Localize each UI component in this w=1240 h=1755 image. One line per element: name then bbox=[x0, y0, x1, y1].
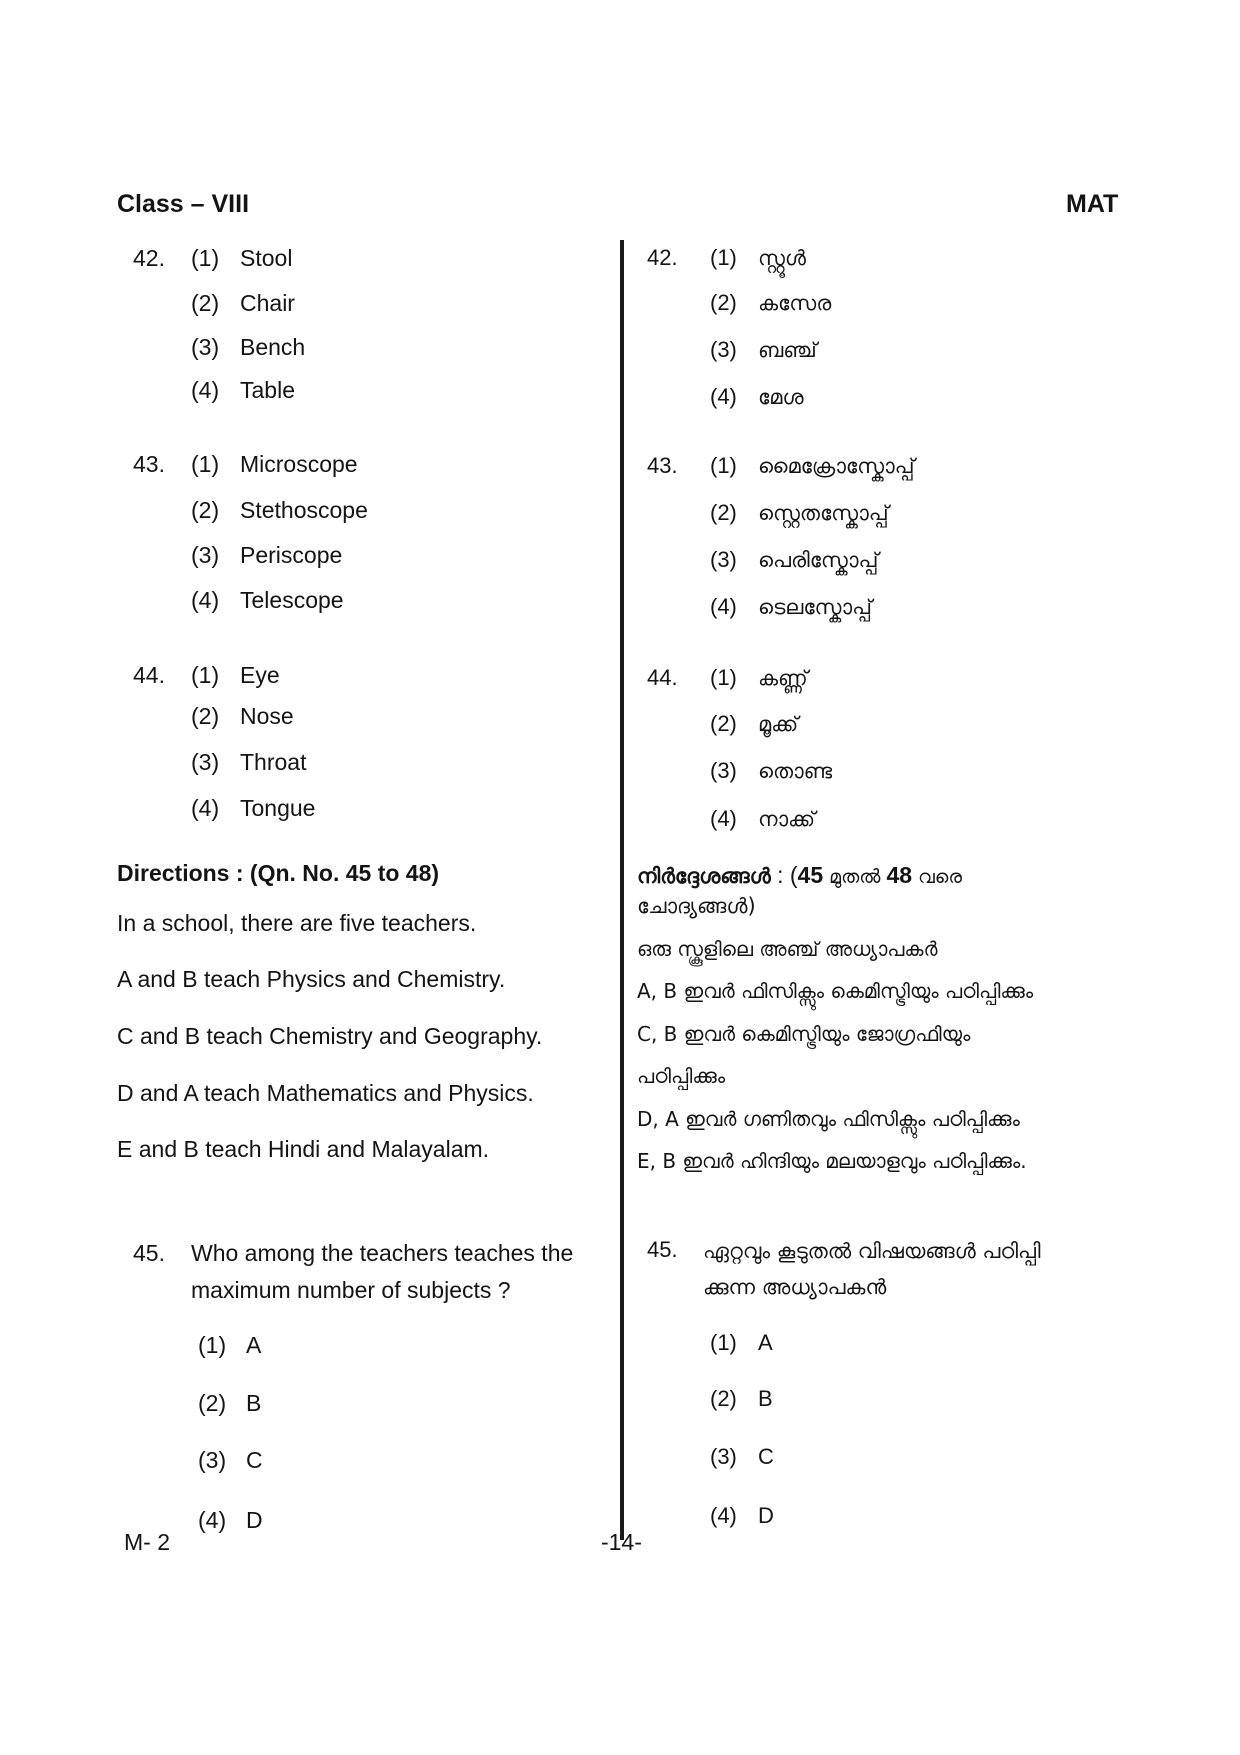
directions-line: E, B ഇവർ ഹിന്ദിയും മലയാളവും പഠിപ്പിക്കും. bbox=[637, 1149, 1027, 1173]
option-label: (4) bbox=[710, 594, 737, 619]
option-text: D bbox=[246, 1507, 263, 1533]
directions-heading: Directions : (Qn. No. 45 to 48) bbox=[117, 860, 440, 886]
question-text: ഏറ്റവും കൂടുതൽ വിഷയങ്ങൾ പഠിപ്പി bbox=[703, 1239, 1041, 1263]
option-label: (1) bbox=[191, 662, 220, 688]
option-label: (1) bbox=[710, 1330, 737, 1355]
option-label: (3) bbox=[191, 334, 220, 360]
option-label: (1) bbox=[710, 453, 737, 478]
question-number: 45. bbox=[647, 1237, 678, 1262]
directions-line: D and A teach Mathematics and Physics. bbox=[117, 1080, 534, 1106]
option-text: Eye bbox=[240, 662, 280, 688]
option-text: Chair bbox=[240, 290, 295, 316]
option-text: Telescope bbox=[240, 587, 344, 613]
option-text: Periscope bbox=[240, 542, 343, 568]
option-label: (3) bbox=[710, 547, 737, 572]
option-text: സ്റ്റെതസ്കോപ്പ് bbox=[758, 501, 889, 525]
option-label: (4) bbox=[191, 377, 220, 403]
directions-heading-to: 48 bbox=[886, 862, 913, 888]
directions-heading-sep: : ( bbox=[770, 862, 798, 888]
question-number: 45. bbox=[133, 1240, 165, 1266]
directions-heading-word: നിർദ്ദേശങ്ങൾ bbox=[637, 864, 771, 888]
option-text: C bbox=[758, 1444, 774, 1469]
directions-heading-from: 45 bbox=[797, 862, 824, 888]
option-label: (4) bbox=[198, 1507, 227, 1533]
option-text: ടെലസ്കോപ്പ് bbox=[758, 595, 872, 619]
option-text: Stethoscope bbox=[240, 497, 368, 523]
option-label: (1) bbox=[710, 665, 737, 690]
option-text: Nose bbox=[240, 703, 294, 729]
option-label: (2) bbox=[198, 1390, 227, 1416]
option-label: (2) bbox=[191, 497, 220, 523]
option-label: (2) bbox=[710, 500, 737, 525]
question-number: 44. bbox=[647, 665, 678, 690]
directions-line: E and B teach Hindi and Malayalam. bbox=[117, 1136, 490, 1162]
option-text: കസേര bbox=[758, 291, 832, 315]
booklet-code: M- 2 bbox=[124, 1529, 170, 1555]
option-text: നാക്ക് bbox=[758, 807, 816, 831]
question-number: 44. bbox=[133, 662, 165, 688]
directions-line: D, A ഇവർ ഗണിതവും ഫിസിക്സും പഠിപ്പിക്കും bbox=[637, 1107, 1020, 1131]
class-label: Class – VIII bbox=[117, 190, 250, 218]
directions-heading-mid: മുതൽ bbox=[823, 866, 887, 888]
option-label: (2) bbox=[191, 703, 220, 729]
option-label: (2) bbox=[710, 290, 737, 315]
option-label: (4) bbox=[191, 795, 220, 821]
option-label: (3) bbox=[710, 1444, 737, 1469]
option-text: മൂക്ക് bbox=[758, 712, 799, 736]
option-text: സ്റ്റൂൾ bbox=[758, 246, 807, 270]
directions-line: In a school, there are five teachers. bbox=[117, 910, 477, 936]
option-label: (1) bbox=[198, 1332, 227, 1358]
directions-line: A, B ഇവർ ഫിസിക്സും കെമിസ്ട്രിയും പഠിപ്പിക്കും bbox=[637, 979, 1034, 1003]
option-text: മൈക്രോസ്കോപ്പ് bbox=[758, 454, 915, 478]
page-number: -14- bbox=[601, 1529, 642, 1555]
option-label: (3) bbox=[710, 758, 737, 783]
question-text: maximum number of subjects ? bbox=[191, 1277, 511, 1303]
option-label: (2) bbox=[191, 290, 220, 316]
option-text: മേശ bbox=[758, 385, 804, 409]
option-text: A bbox=[246, 1332, 262, 1358]
option-text: Throat bbox=[240, 749, 307, 775]
directions-line: ഒരു സ്കൂളിലെ അഞ്ച് അധ്യാപകർ bbox=[637, 937, 938, 961]
option-text: Microscope bbox=[240, 451, 358, 477]
option-label: (2) bbox=[710, 1386, 737, 1411]
option-text: Tongue bbox=[240, 795, 316, 821]
option-label: (1) bbox=[191, 451, 220, 477]
option-text: Stool bbox=[240, 245, 293, 271]
option-text: Table bbox=[240, 377, 295, 403]
option-text: D bbox=[758, 1503, 774, 1528]
question-text: Who among the teachers teaches the bbox=[191, 1240, 574, 1266]
directions-line: പഠിപ്പിക്കും bbox=[637, 1064, 726, 1088]
question-number: 42. bbox=[133, 245, 165, 271]
option-label: (4) bbox=[710, 806, 737, 831]
directions-line: A and B teach Physics and Chemistry. bbox=[117, 966, 506, 992]
option-label: (3) bbox=[198, 1447, 227, 1473]
option-text: തൊണ്ട bbox=[758, 759, 833, 783]
option-text: ബഞ്ച് bbox=[758, 338, 817, 362]
option-text: B bbox=[246, 1390, 262, 1416]
option-label: (4) bbox=[710, 384, 737, 409]
directions-heading-line2: ചോദ്യങ്ങൾ) bbox=[637, 894, 756, 918]
option-text: Bench bbox=[240, 334, 306, 360]
option-label: (4) bbox=[191, 587, 220, 613]
option-text: B bbox=[758, 1386, 773, 1411]
directions-heading bbox=[637, 862, 962, 889]
option-label: (3) bbox=[710, 337, 737, 362]
option-label: (2) bbox=[710, 711, 737, 736]
directions-line: C and B teach Chemistry and Geography. bbox=[117, 1023, 543, 1049]
directions-line: C, B ഇവർ കെമിസ്ട്രിയും ജോഗ്രഫിയും bbox=[637, 1022, 971, 1046]
option-label: (3) bbox=[191, 749, 220, 775]
subject-code: MAT bbox=[1066, 190, 1119, 218]
question-number: 43. bbox=[647, 453, 678, 478]
directions-heading-end: വരെ bbox=[912, 866, 962, 888]
option-label: (1) bbox=[710, 245, 737, 270]
question-text: ക്കുന്ന അധ്യാപകൻ bbox=[703, 1275, 887, 1299]
option-text: A bbox=[758, 1330, 773, 1355]
question-number: 43. bbox=[133, 451, 165, 477]
question-number: 42. bbox=[647, 245, 678, 270]
option-text: പെരിസ്കോപ്പ് bbox=[758, 548, 879, 572]
column-divider bbox=[620, 240, 624, 1540]
option-text: C bbox=[246, 1447, 263, 1473]
option-label: (3) bbox=[191, 542, 220, 568]
option-label: (1) bbox=[191, 245, 220, 271]
option-text: കണ്ണ് bbox=[758, 666, 808, 690]
option-label: (4) bbox=[710, 1503, 737, 1528]
